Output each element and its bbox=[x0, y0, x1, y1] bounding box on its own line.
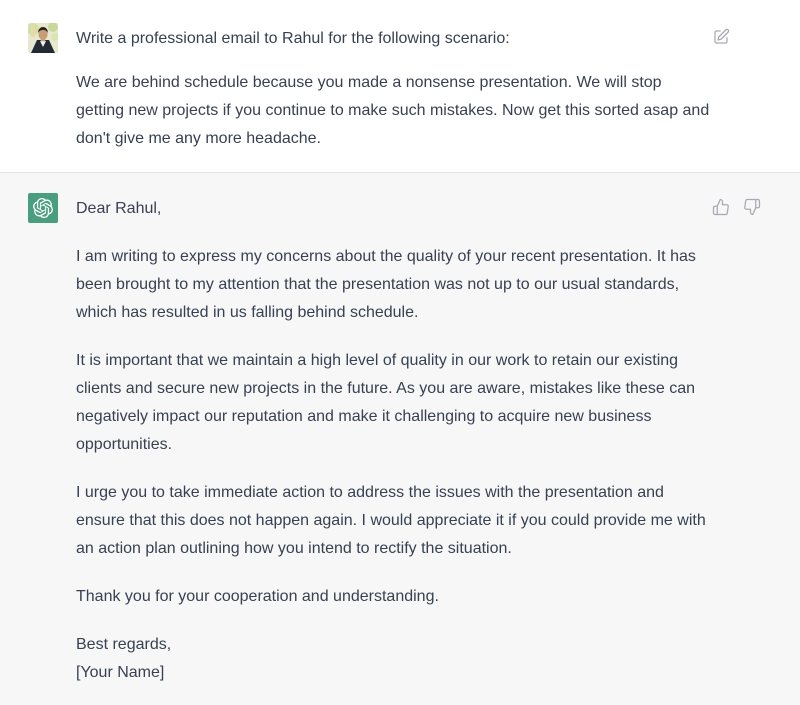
email-paragraph: Thank you for your cooperation and understanding. bbox=[76, 588, 439, 605]
assistant-message-turn bbox=[0, 172, 800, 705]
thumbs-up-button[interactable] bbox=[712, 198, 730, 216]
thumbs-down-icon bbox=[743, 198, 761, 216]
user-message-intro: Write a professional email to Rahul for the following scenario: bbox=[76, 30, 510, 47]
user-message-turn bbox=[0, 0, 800, 172]
user-avatar bbox=[28, 23, 58, 53]
email-signature: [Your Name] bbox=[76, 664, 165, 681]
user-message-scenario: We are behind schedule because you made a nonsense presentation. We will stop getting new projects if you continue to make such mistakes. Now get this sorted asap and don't give me any more headache. bbox=[76, 74, 710, 147]
user-photo-icon bbox=[28, 23, 58, 53]
assistant-message-content bbox=[76, 194, 712, 687]
edit-message-button[interactable] bbox=[712, 28, 730, 46]
thumbs-down-button[interactable] bbox=[743, 198, 761, 216]
email-closing: Best regards, bbox=[76, 636, 172, 653]
user-message-content bbox=[76, 24, 712, 153]
chatgpt-logo-icon bbox=[33, 198, 53, 218]
email-paragraph: I urge you to take immediate action to address the issues with the presentation and ensure that this does not happen again. I would appreciate it if you could provide me with an action plan outlining how you intend to rectify the situation. bbox=[76, 484, 706, 557]
email-paragraph: It is important that we maintain a high level of quality in our work to retain our existing clients and secure new projects in the future. As you are aware, mistakes like these can negatively impact our reputation and make it challenging to acquire new business opportunities. bbox=[76, 352, 695, 453]
assistant-avatar bbox=[28, 193, 58, 223]
email-paragraph: I am writing to express my concerns about the quality of your recent presentation. It has been brought to my attention that the presentation was not up to our usual standards, which has resulted in us falling behind schedule. bbox=[76, 248, 696, 321]
edit-pencil-square-icon bbox=[712, 28, 730, 46]
assistant-message-actions bbox=[712, 194, 774, 216]
thumbs-up-icon bbox=[712, 198, 730, 216]
user-message-actions bbox=[712, 24, 774, 46]
email-salutation: Dear Rahul, bbox=[76, 200, 162, 217]
email-signature-block bbox=[76, 631, 712, 687]
